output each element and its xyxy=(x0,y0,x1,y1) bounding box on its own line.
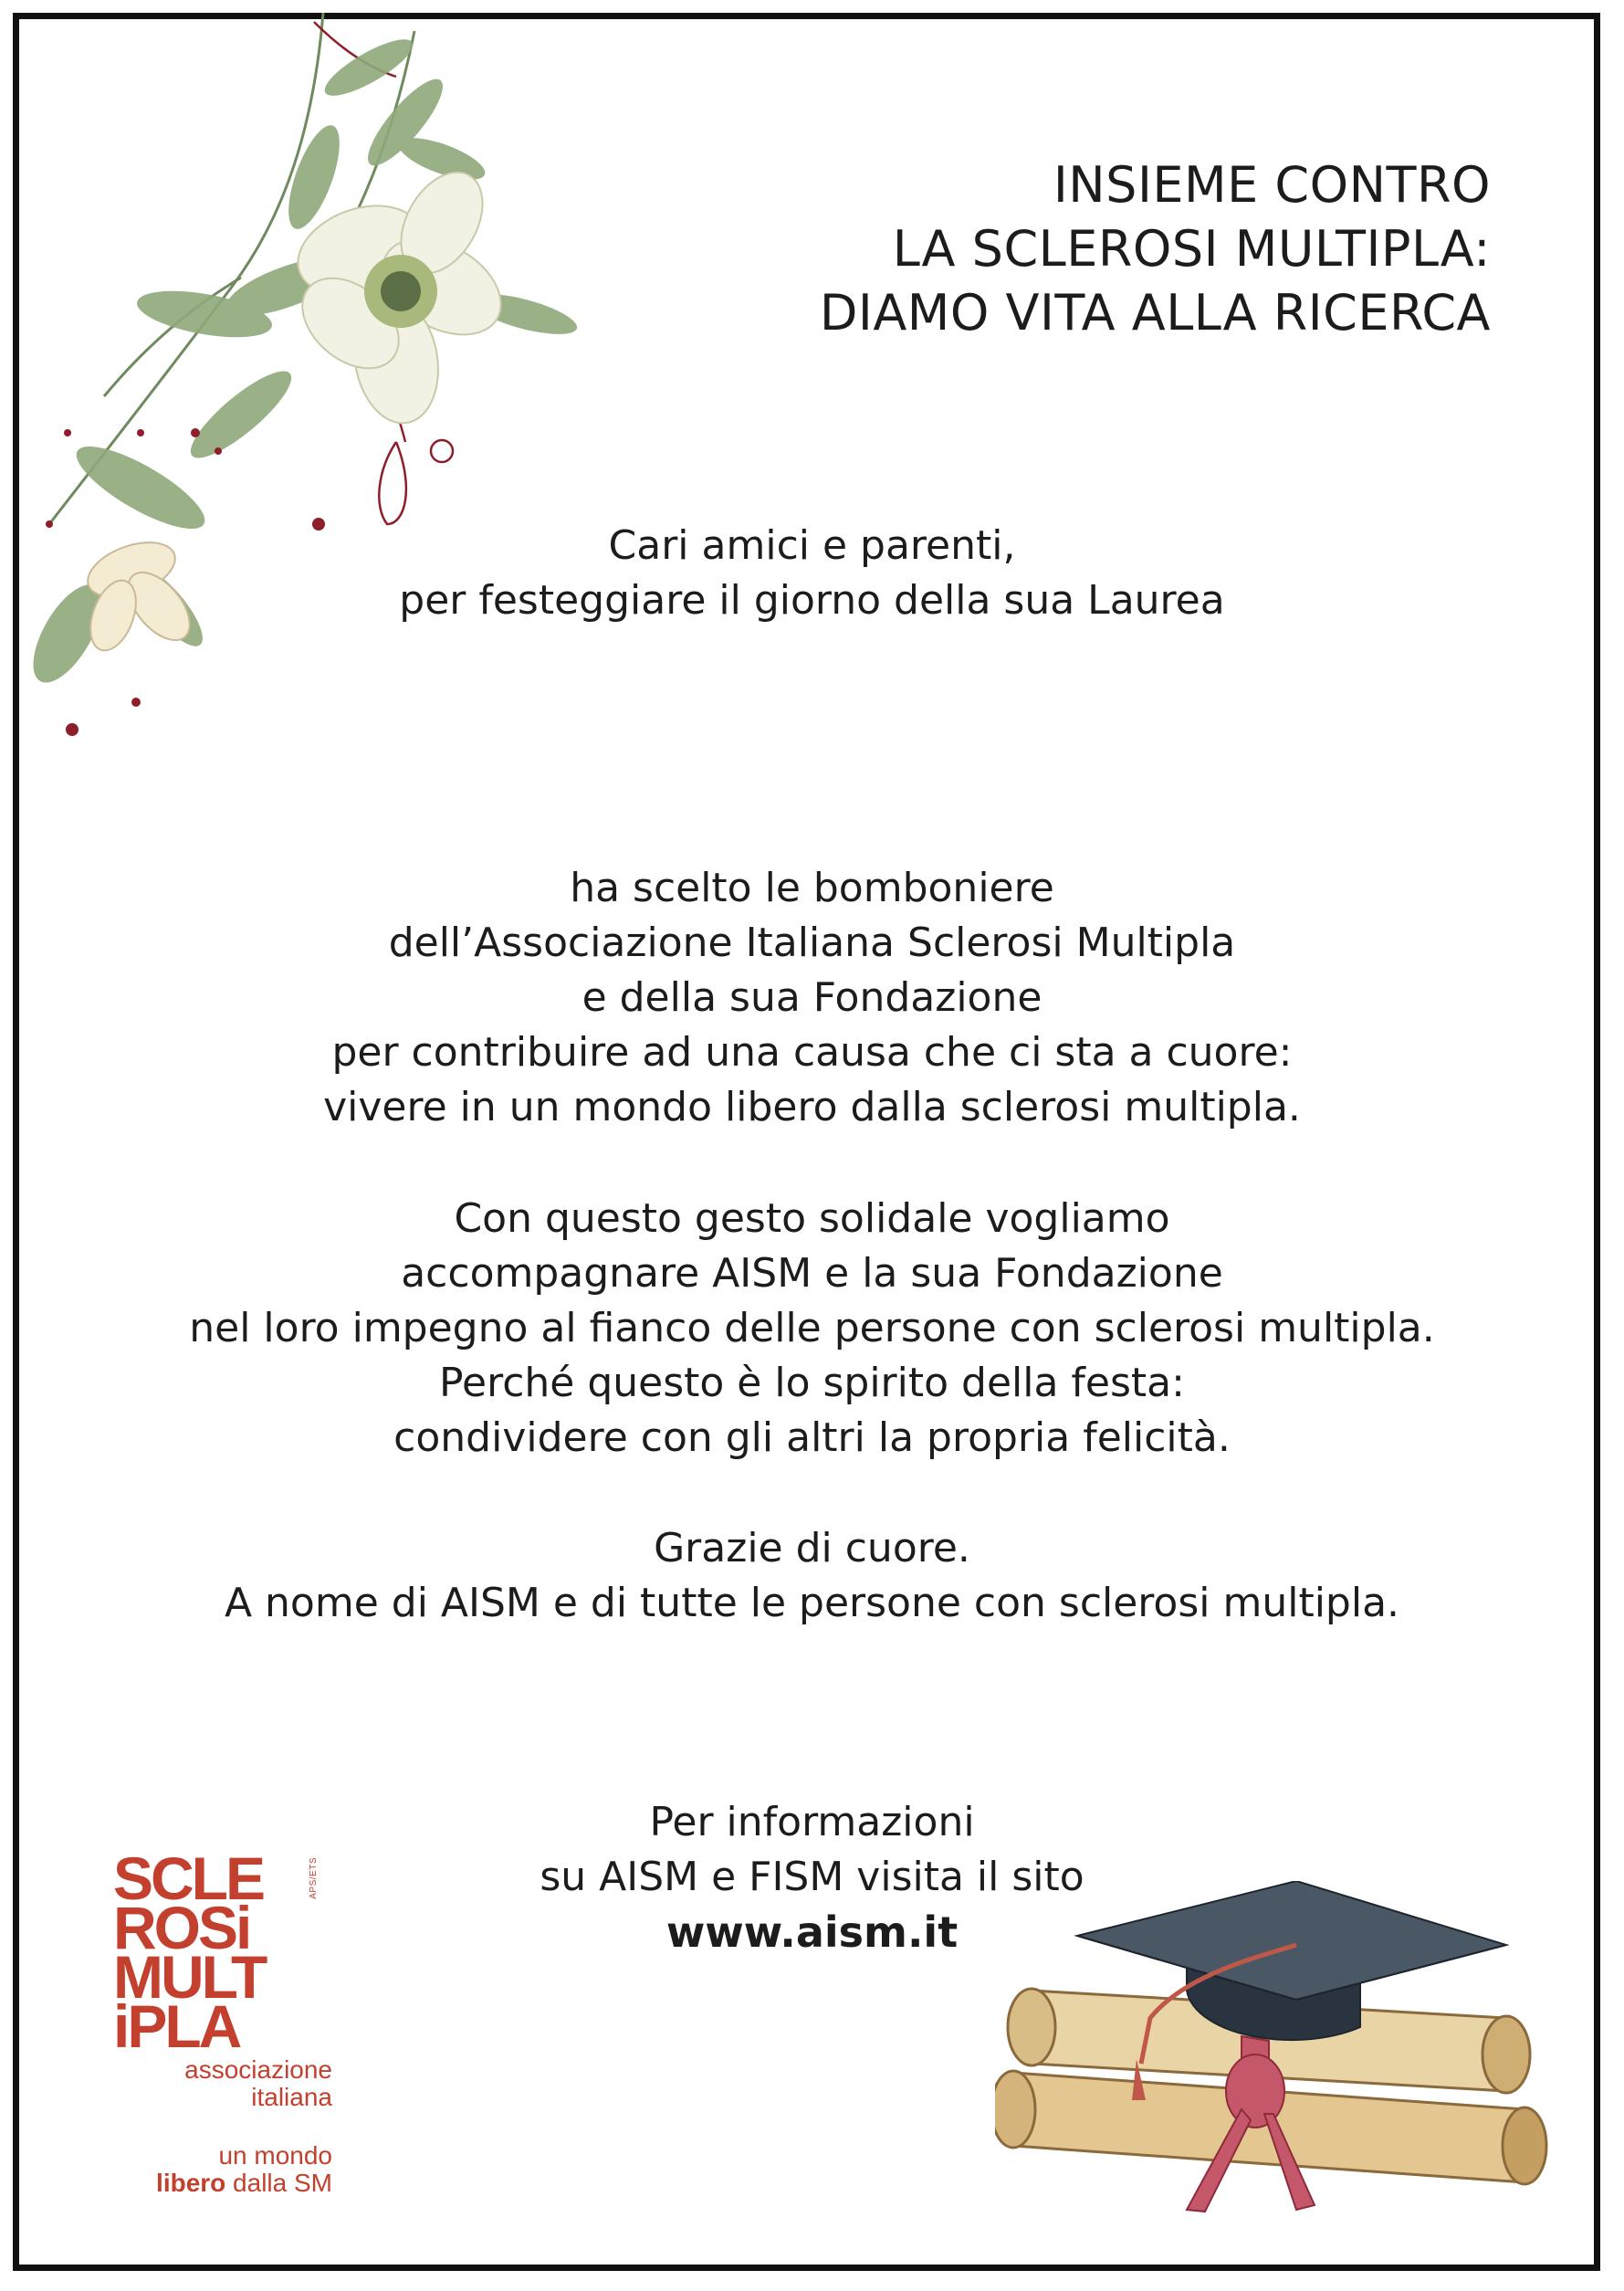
website-link[interactable]: www.aism.it xyxy=(665,1907,959,1957)
tagline-line: un mondo xyxy=(218,2141,332,2170)
body-line: Perché questo è lo spirito della festa: xyxy=(439,1360,1185,1406)
body-line: A nome di AISM e di tutte le persone con sclerosi multipla. xyxy=(224,1580,1400,1626)
logo-word: ROSi xyxy=(113,1894,250,1961)
body-line: e della sua Fondazione xyxy=(581,974,1043,1021)
body-line: condividere con gli altri la propria felicità. xyxy=(393,1414,1231,1461)
logo-word: MULT xyxy=(113,1943,266,2011)
headline-line: DIAMO VITA ALLA RICERCA xyxy=(819,284,1491,342)
logo-tagline xyxy=(113,2142,332,2197)
body-line: nel loro impegno al fianco delle persone con sclerosi multipla. xyxy=(189,1305,1435,1351)
graduation-cap-diploma-illustration xyxy=(995,1881,1561,2228)
logo-subtitle-line: italiana xyxy=(251,2083,332,2111)
tagline-bold: libero xyxy=(156,2169,226,2197)
logo-word: iPLA xyxy=(113,1992,240,2060)
logo-word: SCLE xyxy=(113,1844,264,1912)
logo-badge: APS/ETS xyxy=(309,1857,319,1899)
body-line: Con questo gesto solidale vogliamo xyxy=(454,1195,1170,1242)
logo-subtitle xyxy=(113,2056,332,2111)
body-line: dell’Associazione Italiana Sclerosi Multipla xyxy=(388,920,1236,966)
greeting xyxy=(0,519,1624,628)
tagline-rest: dalla SM xyxy=(225,2169,332,2197)
logo-subtitle-line: associazione xyxy=(184,2055,332,2084)
greeting-line: Cari amici e parenti, xyxy=(608,522,1016,569)
thanks-paragraph xyxy=(0,1521,1624,1631)
body-line: accompagnare AISM e la sua Fondazione xyxy=(401,1250,1223,1297)
tagline-line xyxy=(113,2170,332,2197)
info-line: Per informazioni xyxy=(649,1799,975,1845)
body-paragraph-1 xyxy=(0,861,1624,1135)
body-line: per contribuire ad una causa che ci sta a cuore: xyxy=(331,1029,1293,1076)
headline-line: INSIEME CONTRO xyxy=(1053,156,1491,214)
body-line: vivere in un mondo libero dalla sclerosi multipla. xyxy=(323,1084,1301,1130)
headline xyxy=(820,153,1491,345)
info-line: su AISM e FISM visita il sito xyxy=(540,1854,1084,1900)
aism-logo xyxy=(113,1844,332,2197)
greeting-line: per festeggiare il giorno della sua Laurea xyxy=(399,577,1225,624)
body-line: Grazie di cuore. xyxy=(654,1525,970,1571)
floral-branch-illustration xyxy=(13,13,597,762)
headline-line: LA SCLEROSI MULTIPLA: xyxy=(892,220,1491,278)
body-line: ha scelto le bomboniere xyxy=(570,865,1054,911)
body-paragraph-2 xyxy=(0,1192,1624,1466)
